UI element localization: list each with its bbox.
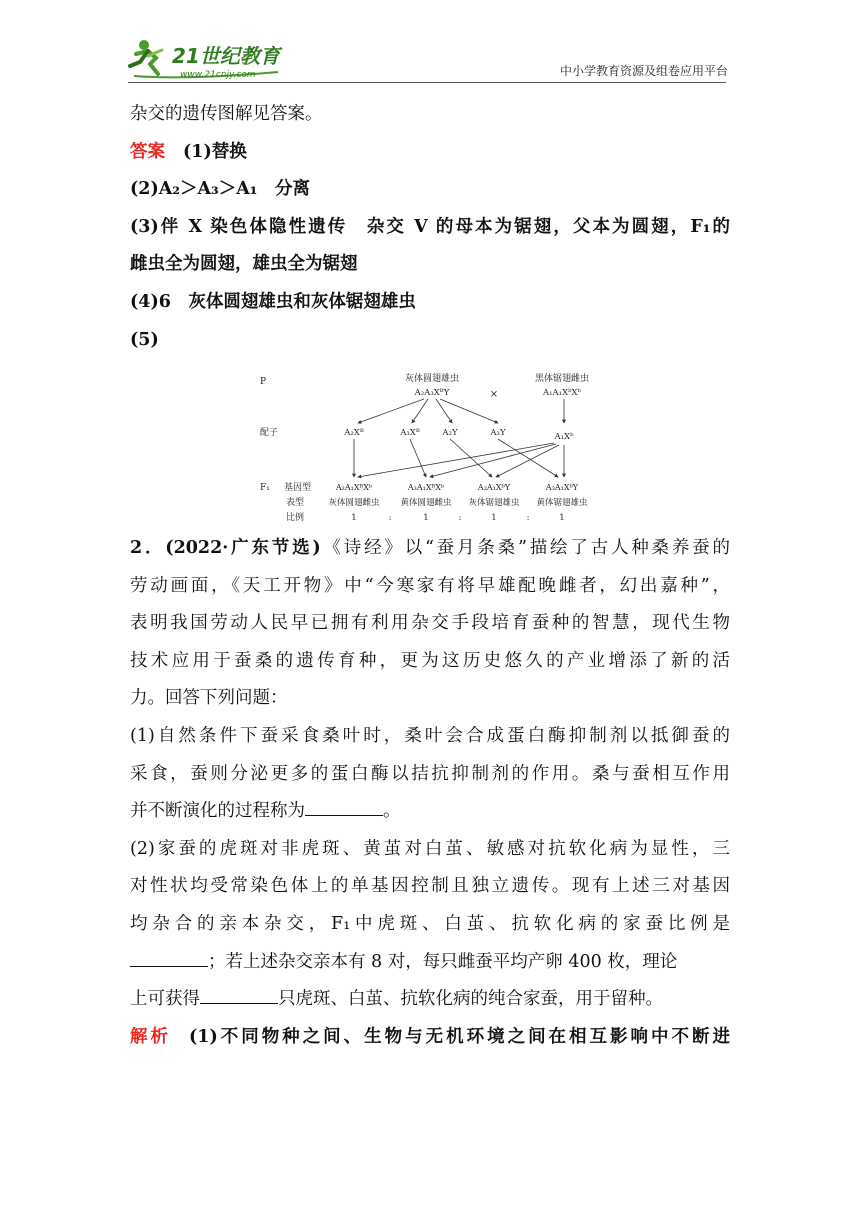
blank-suffix: 。 — [383, 801, 401, 822]
answer-text: (1)替换 — [183, 141, 247, 162]
blank-suffix: ；若上述杂交亲本有 8 对，每只雌蚕平均产卵 400 枚，理论 — [208, 951, 678, 972]
row-label-phenotype: 表型 — [286, 498, 305, 508]
offspring-phenotype-3: 灰体锯翅雄虫 — [468, 498, 520, 508]
answer-line-3a: (3)伴 X 染色体隐性遗传 杂交 V 的母本为锯翅，父本为圆翅，F₁的 — [130, 216, 730, 237]
subquestion-1-line — [130, 793, 730, 831]
offspring-phenotype-1: 灰体圆翅雌虫 — [328, 498, 380, 508]
analysis-label: 解析 — [130, 1026, 171, 1047]
ratio-separator-3: : — [526, 513, 530, 523]
offspring-phenotype-2: 黄体圆翅雌虫 — [400, 498, 452, 508]
logo-text: 21世纪教育 — [172, 44, 280, 68]
offspring-genotype-2: A₃A₁XᴮXᵇ — [407, 483, 445, 492]
subquestion-2-line: 对性状均受常染色体上的单基因控制且独立遗传。现有上述三对基因 — [130, 876, 730, 897]
page-header — [128, 32, 728, 84]
subquestion-1-line: (1)自然条件下蚕采食桑叶时，桑叶会合成蛋白酶抑制剂以抵御蚕的 — [130, 725, 730, 746]
offspring-genotype-4: A₃A₁XᵇY — [545, 483, 579, 492]
answer-line-2: (2)A₂＞A₃＞A₁ 分离 — [130, 179, 310, 200]
female-parent-genotype: A₁A₁XᵇXᵇ — [543, 388, 581, 398]
question-line: 力。回答下列问题： — [130, 688, 288, 709]
blank-suffix: 只虎斑、白茧、抗软化病的纯合家蚕，用于留种。 — [278, 989, 663, 1010]
answer-line-1 — [130, 134, 730, 172]
ratio-2: 1 — [423, 513, 429, 523]
answer-line-4: (4)6 灰体圆翅雄虫和灰体锯翅雄虫 — [130, 291, 416, 312]
subquestion-1-line: 采食，蚕则分泌更多的蛋白酶以拮抗抑制剂的作用。桑与蚕相互作用 — [130, 763, 730, 784]
row-label-gamete: 配子 — [260, 428, 279, 438]
question-line: 技术应用于蚕桑的遗传育种，更为这历史悠久的产业增添了新的活 — [130, 650, 730, 671]
question-line — [130, 530, 730, 568]
cross-symbol: × — [489, 389, 499, 400]
row-label-genotype: 基因型 — [284, 483, 312, 493]
subquestion-2-line: (2)家蚕的虎斑对非虎斑、黄茧对白茧、敏感对抗软化病为显性，三 — [130, 838, 730, 859]
answer-label: 答案 — [130, 141, 165, 162]
answer-blank[interactable] — [305, 795, 383, 816]
row-label-p: P — [260, 377, 267, 387]
paragraph-line: 杂交的遗传图解见答案。 — [130, 104, 323, 124]
gamete-2: A₃Xᴮ — [400, 428, 420, 438]
analysis-text: (1)不同物种之间、生物与无机环境之间在相互影响中不断进 — [188, 1026, 730, 1047]
genetic-cross-diagram — [254, 367, 602, 525]
21cnjy-logo — [128, 36, 308, 80]
gamete-4: A₃Y — [490, 428, 506, 438]
male-parent-genotype: A₂A₃XᴮY — [414, 388, 450, 398]
document-body — [130, 96, 730, 359]
question-2 — [130, 530, 730, 1056]
subquestion-2-line: 均杂合的亲本杂交，F₁中虎斑、白茧、抗软化病的家蚕比例是 — [130, 913, 730, 934]
answer-line-5: (5) — [130, 329, 159, 350]
blank-prefix: 并不断演化的过程称为 — [130, 801, 305, 822]
subquestion-2-line — [130, 981, 730, 1019]
blank-prefix: 上可获得 — [130, 989, 200, 1010]
gamete-female: A₁Xᵇ — [554, 432, 574, 442]
question-number: 2．(2022·广东节选) — [130, 538, 321, 558]
header-divider — [128, 82, 726, 83]
logo-url: www.21cnjy.com — [180, 70, 256, 80]
ratio-1: 1 — [351, 513, 357, 523]
ratio-separator-1: : — [388, 513, 392, 523]
answer-blank[interactable] — [130, 946, 208, 967]
female-parent-name: 黑体锯翅雌虫 — [534, 374, 590, 384]
analysis-line — [130, 1019, 730, 1057]
question-line: 表明我国劳动人民早已拥有利用杂交手段培育蚕种的智慧，现代生物 — [130, 613, 730, 634]
male-parent-name: 灰体圆翅雄虫 — [404, 374, 460, 384]
ratio-4: 1 — [559, 513, 565, 523]
ratio-3: 1 — [491, 513, 497, 523]
offspring-genotype-1: A₂A₁XᴮXᵇ — [335, 483, 373, 492]
gamete-1: A₂Xᴮ — [344, 428, 364, 438]
platform-caption: 中小学教育资源及组卷应用平台 — [559, 64, 728, 78]
row-label-f1: F₁ — [260, 483, 270, 493]
question-line: 劳动画面，《天工开物》中“今寒家有将早雄配晚雌者，幻出嘉种”， — [130, 575, 730, 596]
offspring-genotype-3: A₂A₁XᵇY — [477, 483, 511, 492]
subquestion-2-line — [130, 944, 730, 982]
gamete-3: A₂Y — [442, 428, 458, 438]
offspring-phenotype-4: 黄体锯翅雄虫 — [536, 498, 588, 508]
answer-line-3b: 雌虫全为圆翅，雄虫全为锯翅 — [130, 254, 358, 275]
ratio-separator-2: : — [458, 513, 462, 523]
row-label-ratio: 比例 — [286, 513, 305, 523]
answer-blank[interactable] — [200, 983, 278, 1004]
question-text: 《诗经》以“蚕月条桑”描绘了古人种桑养蚕的 — [320, 538, 730, 558]
